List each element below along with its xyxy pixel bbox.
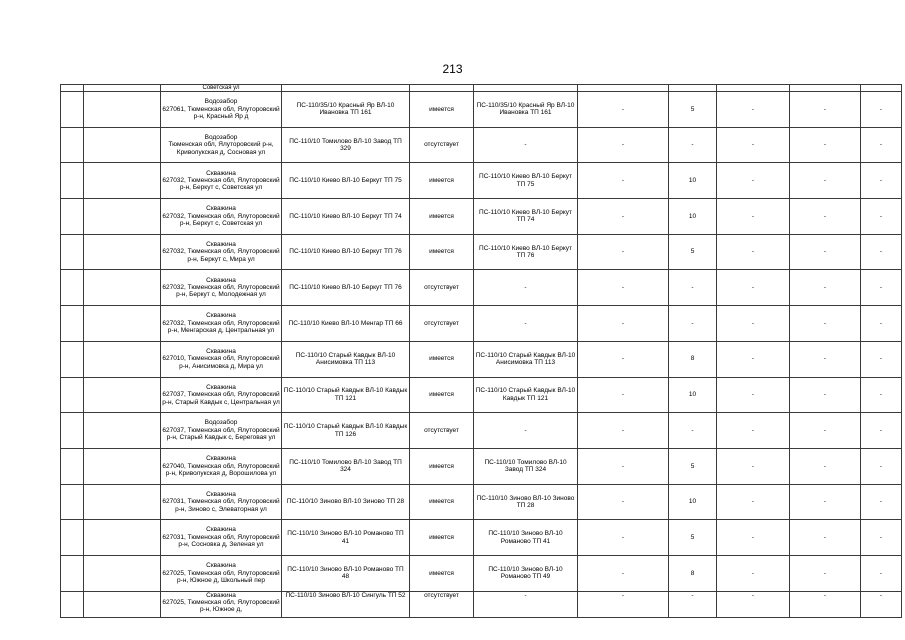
object-cell [84,591,161,617]
index-cell [61,377,84,413]
col9-cell: - [861,92,902,128]
col9-cell: - [861,163,902,199]
power-source-cell: ПС-110/10 Киево ВЛ-10 Беркут ТП 76 [282,234,410,270]
index-cell [61,448,84,484]
power-source-cell: ПС-110/35/10 Красный Яр ВЛ-10 Ивановка ТП 161 [282,92,410,128]
power-source-cell: ПС-110/10 Зиново ВЛ-10 Романово ТП 48 [282,555,410,591]
capacity-cell: 8 [669,341,717,377]
status-cell: отсутствует [410,306,474,342]
address-cell: Скважина 627037, Тюменская обл, Ялуторовский р-н, Старый Кавдык с, Центральная ул [161,377,282,413]
object-cell [84,163,161,199]
address-cell: Скважина 627032, Тюменская обл, Ялуторовский р-н, Беркут с, Советская ул [161,199,282,235]
table-row [61,199,902,235]
power-source-cell: ПС-110/10 Киево ВЛ-10 Менгар ТП 66 [282,306,410,342]
col5-cell: - [578,413,669,449]
col8-cell: - [790,377,861,413]
capacity-cell: - [669,413,717,449]
col9-cell: - [861,341,902,377]
table-row [61,341,902,377]
table-row [61,484,902,520]
col8-cell: - [790,270,861,306]
col5-cell: - [578,555,669,591]
col8-cell: - [790,555,861,591]
col5-cell: - [578,377,669,413]
col7-cell: - [717,127,790,163]
power-source-cell: ПС-110/10 Томилово ВЛ-10 Завод ТП 329 [282,127,410,163]
col9-cell: - [861,448,902,484]
status-cell: отсутствует [410,127,474,163]
power-source-cell: ПС-110/10 Старый Кавдык ВЛ-10 Кавдык ТП 121 [282,377,410,413]
page-number: 213 [442,62,463,76]
col8-cell: - [790,127,861,163]
address-cell: Советская ул [161,85,282,92]
status-cell: имеется [410,234,474,270]
address-cell: Скважина 627025, Тюменская обл, Ялуторовский р-н, Южное д, [161,591,282,617]
table-row [61,306,902,342]
index-cell [61,413,84,449]
col9-cell: - [861,555,902,591]
table-row [61,520,902,556]
col7-cell: - [717,555,790,591]
col9-cell: - [861,484,902,520]
object-cell [84,520,161,556]
connection-cell: - [474,413,578,449]
status-cell: имеется [410,448,474,484]
col9-cell [861,85,902,92]
object-cell [84,555,161,591]
object-cell [84,270,161,306]
connection-cell: - [474,306,578,342]
object-cell [84,92,161,128]
object-cell [84,85,161,92]
object-cell [84,127,161,163]
col9-cell: - [861,199,902,235]
power-source-cell: ПС-110/10 Зиново ВЛ-10 Романово ТП 41 [282,520,410,556]
power-source-cell: ПС-110/10 Зиново ВЛ-10 Сингуль ТП 52 [282,591,410,617]
capacity-cell [669,85,717,92]
status-cell: имеется [410,341,474,377]
index-cell [61,234,84,270]
power-source-cell: ПС-110/10 Киево ВЛ-10 Беркут ТП 75 [282,163,410,199]
status-cell: имеется [410,92,474,128]
table-row [61,163,902,199]
power-source-cell: ПС-110/10 Зиново ВЛ-10 Зиново ТП 28 [282,484,410,520]
status-cell: имеется [410,199,474,235]
col9-cell: - [861,270,902,306]
col5-cell: - [578,127,669,163]
power-source-cell [282,85,410,92]
status-cell: имеется [410,555,474,591]
connection-cell: ПС-110/10 Зиново ВЛ-10 Романово ТП 41 [474,520,578,556]
address-cell: Скважина 627032, Тюменская обл, Ялуторовский р-н, Беркут с, Советская ул [161,163,282,199]
connection-cell: ПС-110/10 Томилово ВЛ-10 Завод ТП 324 [474,448,578,484]
address-cell: Скважина 627031, Тюменская обл, Ялуторовский р-н, Сосновка д, Зеленая ул [161,520,282,556]
address-cell: Скважина 627025, Тюменская обл, Ялуторовский р-н, Южное д, Школьный пер [161,555,282,591]
capacity-cell: - [669,270,717,306]
index-cell [61,163,84,199]
col8-cell: - [790,199,861,235]
power-source-cell: ПС-110/10 Киево ВЛ-10 Беркут ТП 76 [282,270,410,306]
col5-cell: - [578,448,669,484]
capacity-cell: 8 [669,555,717,591]
data-table [60,84,902,618]
table-row [61,448,902,484]
col9-cell: - [861,377,902,413]
address-cell: Скважина 627032, Тюменская обл, Ялуторовский р-н, Беркут с, Мира ул [161,234,282,270]
table-row [61,127,902,163]
col7-cell: - [717,377,790,413]
col7-cell [717,85,790,92]
col9-cell: - [861,591,902,617]
connection-cell: - [474,591,578,617]
object-cell [84,484,161,520]
capacity-cell: 10 [669,163,717,199]
status-cell: имеется [410,163,474,199]
status-cell [410,85,474,92]
col9-cell: - [861,306,902,342]
capacity-cell: 5 [669,448,717,484]
col5-cell [578,85,669,92]
power-source-cell: ПС-110/10 Томилово ВЛ-10 Завод ТП 324 [282,448,410,484]
object-cell [84,413,161,449]
index-cell [61,520,84,556]
capacity-cell: 10 [669,484,717,520]
address-cell: Скважина 627040, Тюменская обл, Ялуторовский р-н, Криволукская д, Ворошилова ул [161,448,282,484]
col7-cell: - [717,92,790,128]
address-cell: Водозабор Тюменская обл, Ялуторовский р-н, Криволукская д, Сосновая ул [161,127,282,163]
col7-cell: - [717,591,790,617]
col8-cell: - [790,234,861,270]
capacity-cell: - [669,591,717,617]
col8-cell: - [790,448,861,484]
col8-cell: - [790,163,861,199]
power-source-cell: ПС-110/10 Старый Кавдык ВЛ-10 Анисимовка ТП 113 [282,341,410,377]
col7-cell: - [717,484,790,520]
status-cell: отсутствует [410,591,474,617]
object-cell [84,306,161,342]
table-row [61,270,902,306]
index-cell [61,341,84,377]
connection-cell: ПС-110/10 Киево ВЛ-10 Беркут ТП 76 [474,234,578,270]
object-cell [84,341,161,377]
col8-cell: - [790,413,861,449]
status-cell: имеется [410,484,474,520]
index-cell [61,306,84,342]
capacity-cell: 10 [669,199,717,235]
capacity-cell: 5 [669,92,717,128]
capacity-cell: 5 [669,520,717,556]
col5-cell: - [578,163,669,199]
connection-cell [474,85,578,92]
col5-cell: - [578,199,669,235]
table-row [61,413,902,449]
col9-cell: - [861,127,902,163]
status-cell: отсутствует [410,270,474,306]
address-cell: Скважина 627032, Тюменская обл, Ялуторовский р-н, Менгарская д, Центральная ул [161,306,282,342]
col7-cell: - [717,341,790,377]
address-cell: Водозабор 627061, Тюменская обл, Ялуторовский р-н, Красный Яр д [161,92,282,128]
col7-cell: - [717,448,790,484]
index-cell [61,199,84,235]
object-cell [84,199,161,235]
connection-cell: ПС-110/10 Старый Кавдык ВЛ-10 Анисимовка ТП 113 [474,341,578,377]
col8-cell: - [790,306,861,342]
col8-cell [790,85,861,92]
address-cell: Водозабор 627037, Тюменская обл, Ялуторовский р-н, Старый Кавдык с, Береговая ул [161,413,282,449]
col5-cell: - [578,234,669,270]
col7-cell: - [717,234,790,270]
col7-cell: - [717,270,790,306]
col7-cell: - [717,199,790,235]
capacity-cell: - [669,306,717,342]
col8-cell: - [790,591,861,617]
capacity-cell: 5 [669,234,717,270]
connection-cell: ПС-110/10 Киево ВЛ-10 Беркут ТП 74 [474,199,578,235]
col5-cell: - [578,92,669,128]
connection-cell: - [474,270,578,306]
capacity-cell: 10 [669,377,717,413]
connection-cell: ПС-110/10 Киево ВЛ-10 Беркут ТП 75 [474,163,578,199]
address-cell: Скважина 627032, Тюменская обл, Ялуторовский р-н, Беркут с, Молодежная ул [161,270,282,306]
col7-cell: - [717,520,790,556]
connection-cell: ПС-110/10 Зиново ВЛ-10 Романово ТП 49 [474,555,578,591]
connection-cell: - [474,127,578,163]
table-row [61,92,902,128]
col5-cell: - [578,270,669,306]
col8-cell: - [790,520,861,556]
col7-cell: - [717,163,790,199]
table-row [61,85,902,92]
object-cell [84,448,161,484]
index-cell [61,270,84,306]
table-row [61,377,902,413]
col5-cell: - [578,341,669,377]
connection-cell: ПС-110/10 Старый Кавдык ВЛ-10 Кавдык ТП 121 [474,377,578,413]
table-row [61,591,902,617]
table-body [61,85,902,618]
address-cell: Скважина 627031, Тюменская обл, Ялуторовский р-н, Зиново с, Элеваторная ул [161,484,282,520]
address-cell: Скважина 627010, Тюменская обл, Ялуторовский р-н, Анисимовка д, Мира ул [161,341,282,377]
col7-cell: - [717,306,790,342]
col5-cell: - [578,484,669,520]
index-cell [61,85,84,92]
index-cell [61,484,84,520]
connection-cell: ПС-110/35/10 Красный Яр ВЛ-10 Ивановка ТП 161 [474,92,578,128]
index-cell [61,92,84,128]
col8-cell: - [790,341,861,377]
status-cell: имеется [410,377,474,413]
index-cell [61,127,84,163]
power-source-cell: ПС-110/10 Старый Кавдык ВЛ-10 Кавдык ТП 126 [282,413,410,449]
object-cell [84,377,161,413]
connection-cell: ПС-110/10 Зиново ВЛ-10 Зиново ТП 28 [474,484,578,520]
status-cell: отсутствует [410,413,474,449]
col9-cell: - [861,234,902,270]
col5-cell: - [578,520,669,556]
col5-cell: - [578,591,669,617]
table-row [61,555,902,591]
table-row [61,234,902,270]
capacity-cell: - [669,127,717,163]
index-cell [61,591,84,617]
col7-cell: - [717,413,790,449]
col9-cell: - [861,520,902,556]
col5-cell: - [578,306,669,342]
index-cell [61,555,84,591]
col8-cell: - [790,92,861,128]
power-source-cell: ПС-110/10 Киево ВЛ-10 Беркут ТП 74 [282,199,410,235]
col9-cell: - [861,413,902,449]
col8-cell: - [790,484,861,520]
object-cell [84,234,161,270]
status-cell: имеется [410,520,474,556]
